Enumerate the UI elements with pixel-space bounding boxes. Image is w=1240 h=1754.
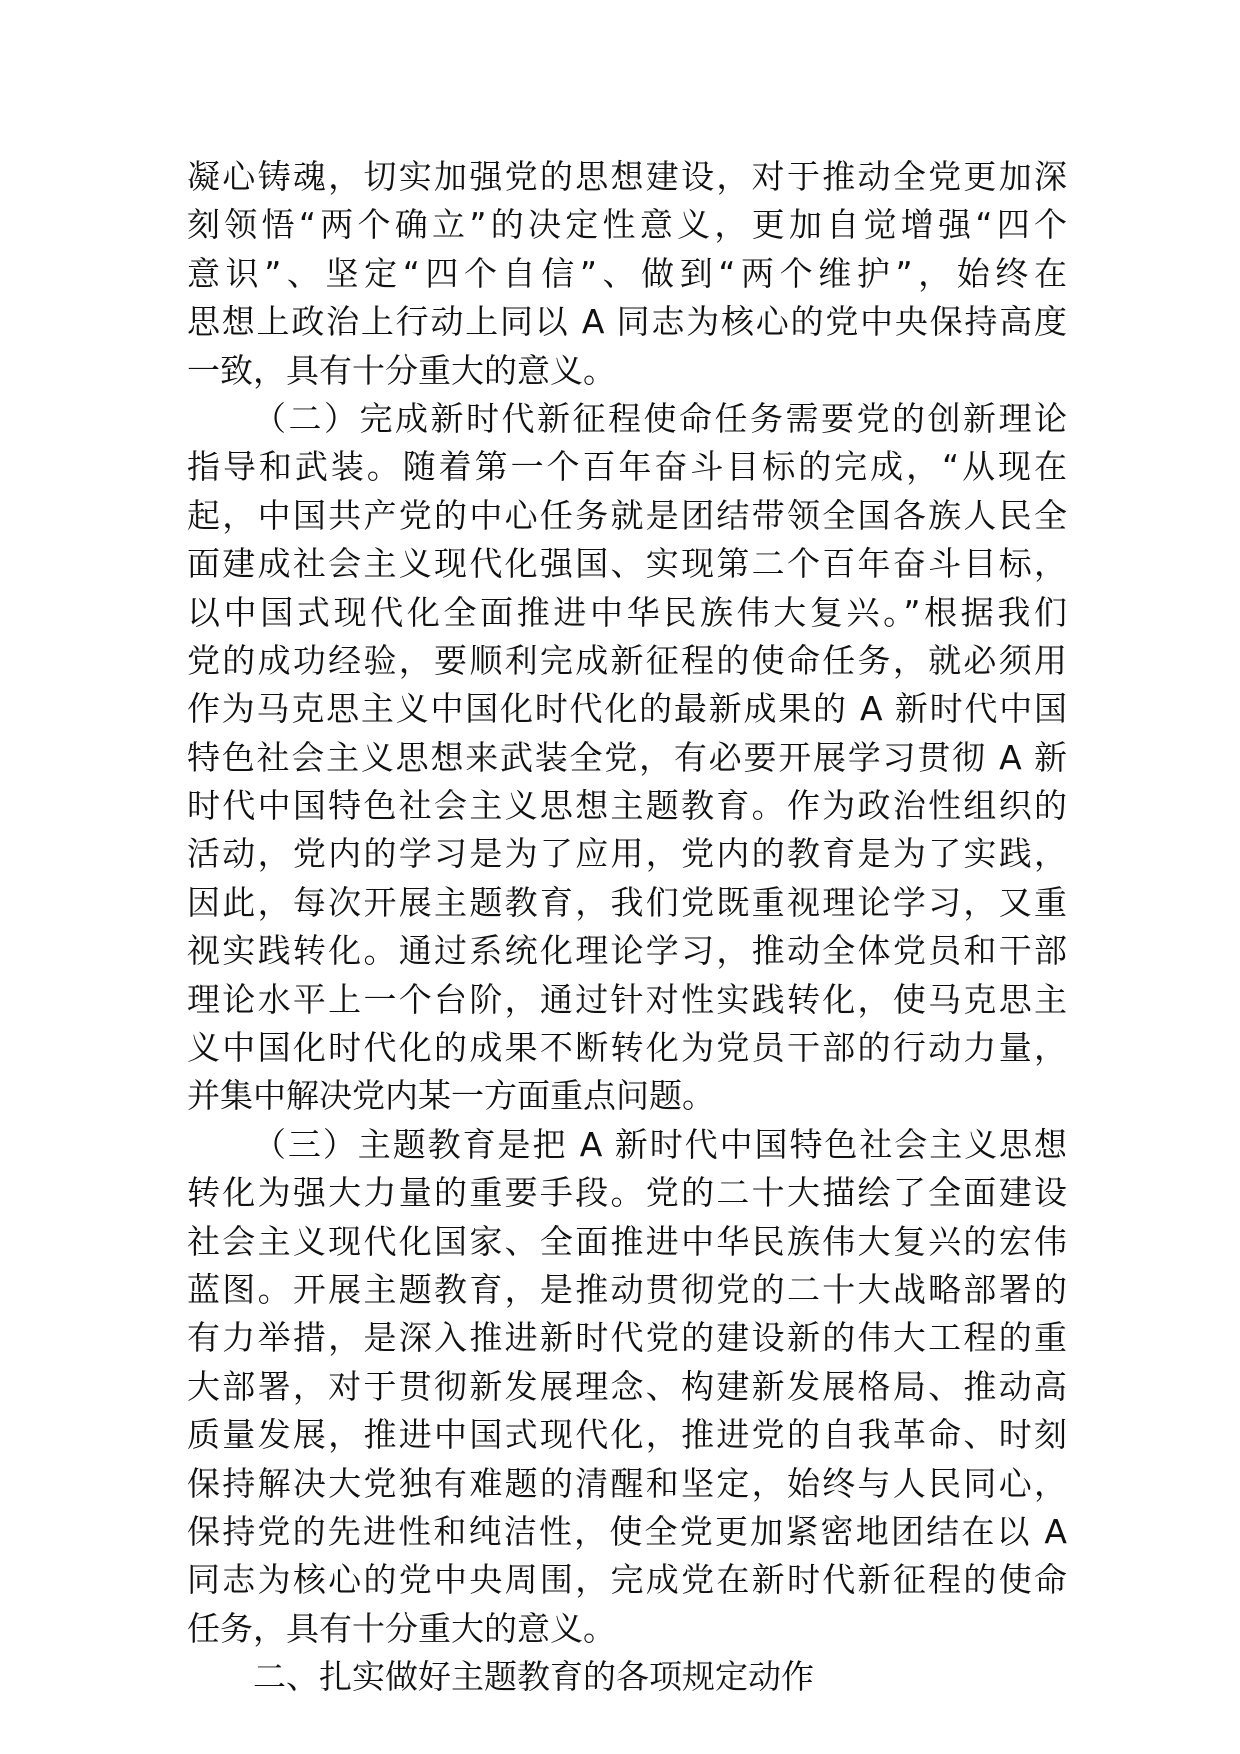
text-line: 时代中国特色社会主义思想主题教育。作为政治性组织的 — [187, 786, 1067, 826]
text-line: 活动，党内的学习是为了应用，党内的教育是为了实践， — [187, 834, 1067, 874]
text-line: 大部署，对于贯彻新发展理念、构建新发展格局、推动高 — [187, 1366, 1067, 1406]
text-line: 一致，具有十分重大的意义。 — [187, 350, 616, 390]
text-line: 意识”、坚定“四个自信”、做到“两个维护”，始终在 — [187, 253, 1067, 293]
text-line: 思想上政治上行动上同以 A 同志为核心的党中央保持高度 — [187, 302, 1067, 342]
text-line: 质量发展，推进中国式现代化，推进党的自我革命、时刻 — [187, 1415, 1067, 1455]
text-line: 理论水平上一个台阶，通过针对性实践转化，使马克思主 — [187, 979, 1067, 1019]
text-line: 蓝图。开展主题教育，是推动贯彻党的二十大战略部署的 — [187, 1269, 1067, 1309]
paragraph-section-3 — [187, 1121, 1067, 1653]
text-line: 特色社会主义思想来武装全党，有必要开展学习贯彻 A 新 — [187, 737, 1067, 777]
document-body — [187, 153, 1067, 1702]
text-line: 指导和武装。随着第一个百年奋斗目标的完成，“从现在 — [187, 447, 1067, 487]
text-line: （二）完成新时代新征程使命任务需要党的创新理论 — [253, 398, 1067, 438]
text-line: 凝心铸魂，切实加强党的思想建设，对于推动全党更加深 — [187, 157, 1067, 196]
text-line: 任务，具有十分重大的意义。 — [187, 1608, 616, 1648]
heading-line: 二、扎实做好主题教育的各项规定动作 — [253, 1657, 814, 1697]
text-line: 转化为强大力量的重要手段。党的二十大描绘了全面建设 — [187, 1173, 1067, 1213]
text-line: 因此，每次开展主题教育，我们党既重视理论学习，又重 — [187, 882, 1067, 922]
text-line: 社会主义现代化国家、全面推进中华民族伟大复兴的宏伟 — [187, 1221, 1067, 1261]
paragraph-continuation — [187, 153, 1067, 395]
text-line: 作为马克思主义中国化时代化的最新成果的 A 新时代中国 — [187, 689, 1067, 729]
text-line: 义中国化时代化的成果不断转化为党员干部的行动力量， — [187, 1028, 1067, 1068]
text-line: 视实践转化。通过系统化理论学习，推动全体党员和干部 — [187, 931, 1067, 971]
text-line: 保持解决大党独有难题的清醒和坚定，始终与人民同心， — [187, 1463, 1067, 1503]
text-line: 起，中国共产党的中心任务就是团结带领全国各族人民全 — [187, 495, 1067, 535]
text-line: （三）主题教育是把 A 新时代中国特色社会主义思想 — [253, 1124, 1067, 1164]
paragraph-section-2 — [187, 395, 1067, 1121]
text-line: 保持党的先进性和纯洁性，使全党更加紧密地团结在以 A — [187, 1511, 1067, 1551]
text-line: 党的成功经验，要顺利完成新征程的使命任务，就必须用 — [187, 640, 1067, 680]
text-line: 同志为核心的党中央周围，完成党在新时代新征程的使命 — [187, 1560, 1067, 1600]
section-heading — [187, 1653, 1067, 1701]
text-line: 刻领悟“两个确立”的决定性意义，更加自觉增强“四个 — [187, 205, 1067, 245]
text-line: 并集中解决党内某一方面重点问题。 — [187, 1076, 715, 1116]
text-line: 以中国式现代化全面推进中华民族伟大复兴。”根据我们 — [187, 592, 1067, 632]
text-line: 有力举措，是深入推进新时代党的建设新的伟大工程的重 — [187, 1318, 1067, 1358]
text-line: 面建成社会主义现代化强国、实现第二个百年奋斗目标， — [187, 544, 1067, 584]
